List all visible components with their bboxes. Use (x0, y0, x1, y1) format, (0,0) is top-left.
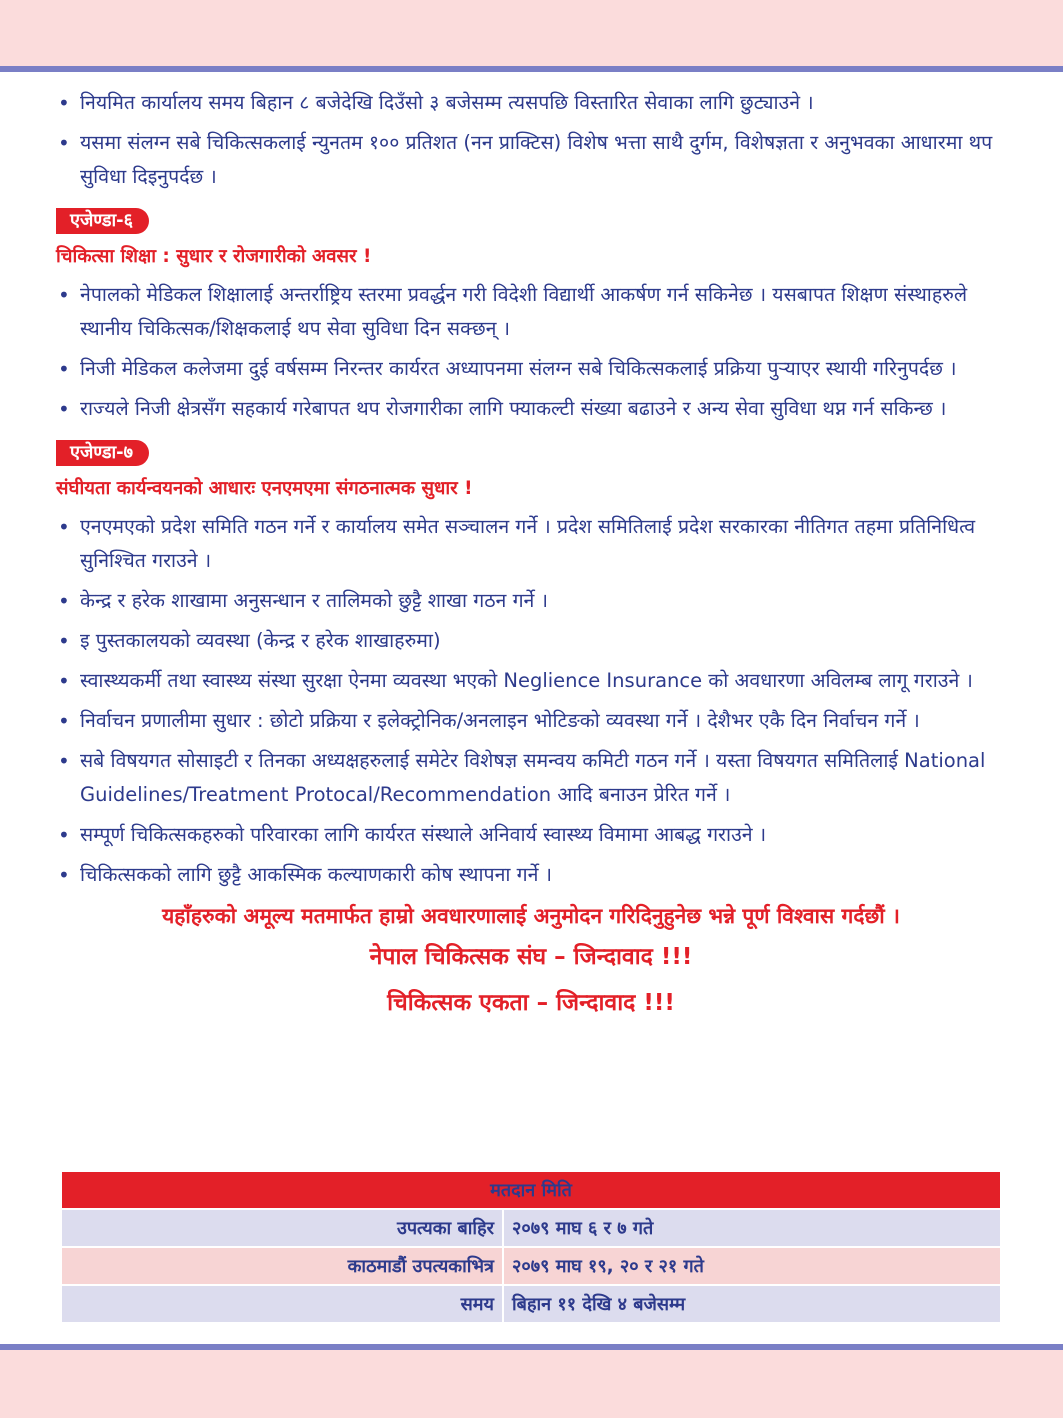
bullet-text: सम्पूर्ण चिकित्सकहरुको परिवारका लागि कार्यरत संस्थाले अनिवार्य स्वास्थ्य विमामा आबद्ध गराउने । (80, 823, 767, 846)
bullet-text: चिकित्सकको लागि छुट्टै आकस्मिक कल्याणकारी कोष स्थापना गर्ने । (80, 863, 553, 886)
voting-row-value: २०७९ माघ ६ र ७ गते (503, 1209, 1001, 1247)
bullet-icon: • (58, 397, 70, 421)
voting-row-label: उपत्यका बाहिर (61, 1209, 503, 1247)
bullet-text: यसमा संलग्न सबे चिकित्सकलाई न्युनतम १०० प्रतिशत (नन प्राक्टिस) विशेष भत्ता साथै दुर्गम, विशेषज्ञता र अनुभवका आधारमा थप सुविधा दिइनुपर्दछ । (80, 131, 993, 188)
table-row (61, 1209, 1001, 1247)
bullet-item (56, 584, 1006, 618)
bullet-item (56, 744, 1006, 812)
voting-row-value: बिहान ११ देखि ४ बजेसम्म (503, 1285, 1001, 1323)
voting-row-label: काठमाडौं उपत्यकाभित्र (61, 1247, 503, 1285)
agenda-7-tag: एजेण्डा-७ (56, 440, 149, 466)
content (56, 86, 1006, 1026)
top-band (0, 0, 1063, 66)
slogan-unity: चिकित्सक एकता – जिन्दावाद !!! (387, 990, 675, 1016)
bullet-text: निर्वाचन प्रणालीमा सुधार : छोटो प्रक्रिया र इलेक्ट्रोनिक/अनलाइन भोटिङको व्यवस्था गर्ने । देशैभर एकै दिन निर्वाचन गर्ने । (80, 709, 920, 732)
slogan-association: नेपाल चिकित्सक संघ – जिन्दावाद !!! (369, 944, 693, 970)
bullet-item (56, 392, 1006, 426)
agenda-7-subtitle: संघीयता कार्यन्वयनको आधारः एनएमएमा संगठनात्मक सुधार ! (56, 478, 473, 499)
bullet-text: केन्द्र र हरेक शाखामा अनुसन्धान र तालिमको छुट्टै शाखा गठन गर्ने । (80, 589, 548, 612)
bullet-text: निजी मेडिकल कलेजमा दुई वर्षसम्म निरन्तर कार्यरत अध्यापनमा संलग्न सबे चिकित्सकलाई प्रक्रिया पुऱ्याएर स्थायी गरिनुपर्दछ । (80, 357, 957, 380)
bullet-icon: • (58, 589, 70, 613)
bullet-icon: • (58, 357, 70, 381)
bullet-text: स्वास्थ्यकर्मी तथा स्वास्थ्य संस्था सुरक्षा ऐनमा व्यवस्था भएको Neglience Insurance को अवधारणा अविलम्ब लागू गराउने । (80, 669, 973, 692)
bullet-item (56, 818, 1006, 852)
bullet-item (56, 86, 1006, 120)
bullet-icon: • (58, 709, 70, 733)
bullet-text: नेपालको मेडिकल शिक्षालाई अन्तर्राष्ट्रिय स्तरमा प्रवर्द्धन गरी विदेशी विद्यार्थी आकर्षण गर्न सकिनेछ । यसबापत शिक्षण संस्थाहरुले स्थानीय चिकित्सक/शिक्षकलाई थप सेवा सुविधा दिन सक्छन् । (80, 283, 968, 340)
bullet-icon: • (58, 749, 70, 773)
bullet-icon: • (58, 669, 70, 693)
voting-row-value: २०७९ माघ १९, २० र २१ गते (503, 1247, 1001, 1285)
agenda-6-subtitle: चिकित्सा शिक्षा : सुधार र रोजगारीको अवसर ! (56, 246, 372, 267)
bullet-text: इ पुस्तकालयको व्यवस्था (केन्द्र र हरेक शाखाहरुमा) (80, 629, 441, 652)
bullet-item (56, 704, 1006, 738)
bullet-icon: • (58, 283, 70, 307)
bullet-item (56, 278, 1006, 346)
bullet-icon: • (58, 629, 70, 653)
voting-row-label: समय (61, 1285, 503, 1323)
bullet-icon: • (58, 91, 70, 115)
bullet-icon: • (58, 515, 70, 539)
bullet-text: सबे विषयगत सोसाइटी र तिनका अध्यक्षहरुलाई समेटेर विशेषज्ञ समन्वय कमिटी गठन गर्ने । यस्ता विषयगत समितिलाई National Guidelines/Treatment Protocal/Recommendation आदि बनाउन प्रेरित गर्ने । (80, 749, 986, 806)
bullet-item (56, 352, 1006, 386)
bullet-item (56, 510, 1006, 578)
bullet-item (56, 858, 1006, 892)
bullet-text: एनएमएको प्रदेश समिति गठन गर्ने र कार्यालय समेत सञ्चालन गर्ने । प्रदेश समितिलाई प्रदेश सरकारका नीतिगत तहमा प्रतिनिधित्व सुनिश्चित गराउने । (80, 515, 976, 572)
bullet-item (56, 624, 1006, 658)
closing-statement: यहाँहरुको अमूल्य मतमार्फत हाम्रो अवधारणालाई अनुमोदन गरिदिनुहुनेछ भन्ने पूर्ण विश्वास गर्दछौं । (162, 904, 900, 928)
page (0, 72, 1063, 1344)
voting-table-header: मतदान मिति (61, 1171, 1001, 1209)
table-row (61, 1285, 1001, 1323)
bullet-icon: • (58, 863, 70, 887)
table-row (61, 1247, 1001, 1285)
bullet-icon: • (58, 131, 70, 155)
voting-schedule-table (60, 1170, 1002, 1324)
bullet-item (56, 126, 1006, 194)
agenda-6-tag: एजेण्डा-६ (56, 208, 149, 234)
bottom-band (0, 1350, 1063, 1418)
bullet-item (56, 664, 1006, 698)
bullet-icon: • (58, 823, 70, 847)
bullet-text: नियमित कार्यालय समय बिहान ८ बजेदेखि दिउँसो ३ बजेसम्म त्यसपछि विस्तारित सेवाका लागि छुट्याउने । (80, 91, 814, 114)
bullet-text: राज्यले निजी क्षेत्रसँग सहकार्य गरेबापत थप रोजगारीका लागि फ्याकल्टी संख्या बढाउने र अन्य सेवा सुविधा थप्न गर्न सकिन्छ । (80, 397, 947, 420)
